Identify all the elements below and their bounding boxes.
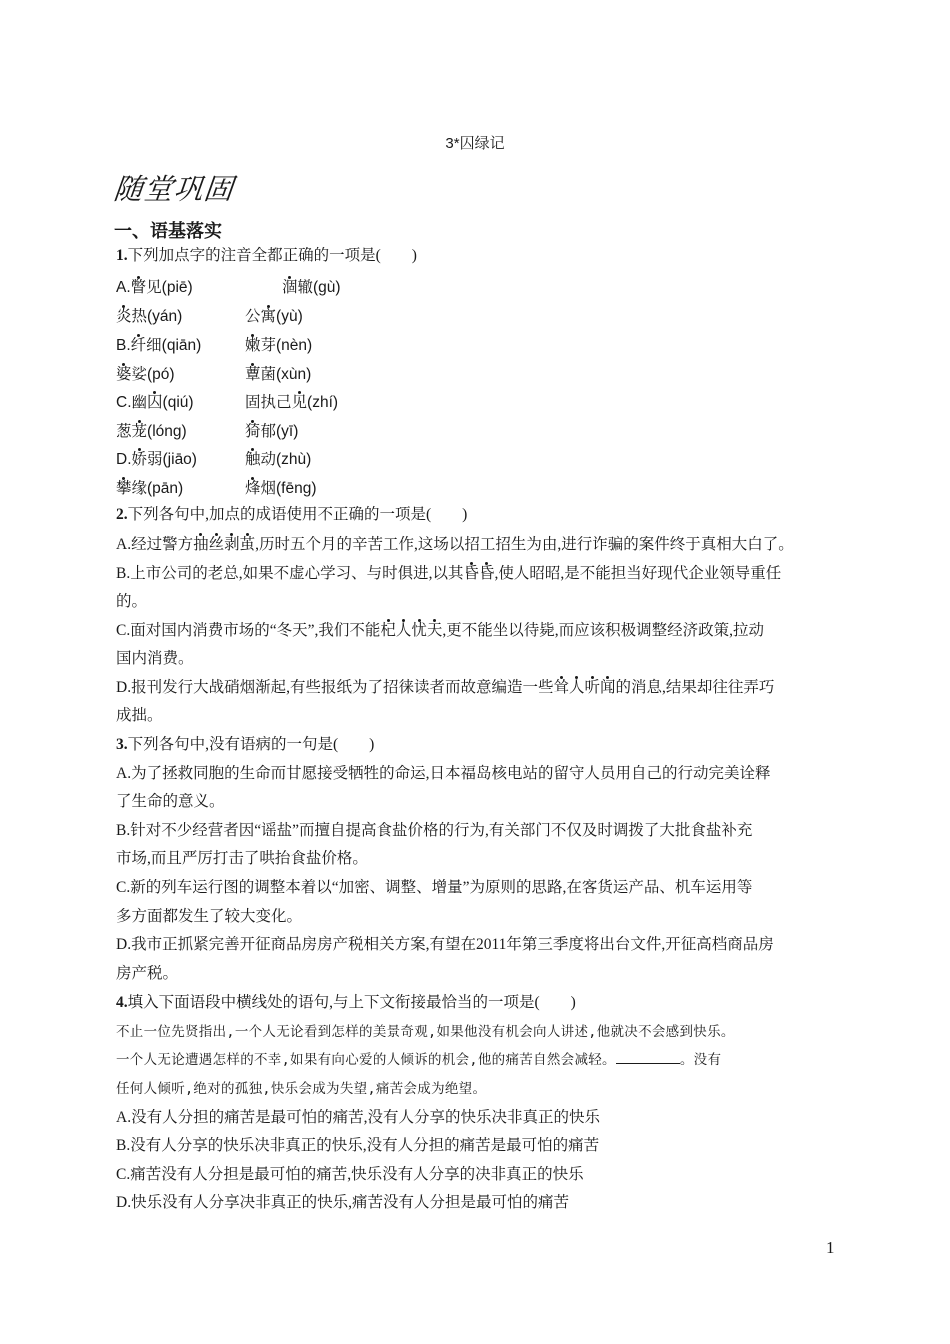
dotted-char: 触 (245, 451, 261, 468)
dotted-char: 炎 (116, 308, 132, 325)
question-1-option-row (116, 335, 313, 357)
option-right: 蕈菌(xùn) (245, 366, 312, 383)
dotted-char: 天 (426, 622, 443, 639)
option-right: 固执己见(zhí) (245, 394, 339, 411)
question-3-line: B.针对不少经营者因“谣盐”而擅自提高食盐价格的行为,有关部门不仅及时调拨了大批食盐补充 (116, 822, 753, 839)
question-3-stem (116, 734, 374, 756)
dotted-char: 囚 (147, 394, 163, 411)
option-right: 涸辙(gù) (282, 279, 341, 296)
question-number: 1. (116, 247, 128, 264)
question-4-option: B.没有人分享的快乐决非真正的快乐,没有人分担的痛苦是最可怕的痛苦 (116, 1137, 600, 1154)
option-left: 婆娑(pó) (116, 366, 175, 383)
dotted-char: 婆 (116, 366, 132, 383)
dotted-char: 攀 (116, 480, 132, 497)
option-text: B.上市公司的老总,如果不虚心学习、与时俱进,以其 (116, 565, 464, 582)
question-number: 4. (116, 994, 128, 1011)
dotted-char: 杞 (380, 622, 396, 639)
question-1-option-row (116, 449, 312, 471)
dotted-char: 抽 (193, 536, 209, 553)
question-1-option-row (116, 421, 299, 443)
question-number: 2. (116, 506, 128, 523)
dotted-char: 人 (395, 622, 412, 639)
option-text: ,更不能坐以待毙,而应该积极调整经济政策,拉动 (442, 622, 765, 639)
dotted-char: 耸 (553, 679, 569, 696)
option-left: 攀缘(pān) (116, 480, 184, 497)
dotted-char: 忧 (411, 622, 427, 639)
option-text: D.报刊发行大战硝烟渐起,有些报纸为了招徕读者而故意编造一些 (116, 679, 554, 696)
passage-line (116, 1049, 721, 1071)
dotted-idiom (553, 679, 615, 696)
document-title: 3*囚绿记 (445, 135, 505, 152)
question-number: 3. (116, 736, 128, 753)
option-left: A.瞥见(piē) (116, 279, 193, 296)
question-2-option-b-cont: 的。 (116, 593, 148, 610)
question-4-option: A.没有人分担的痛苦是最可怕的痛苦,没有人分享的快乐决非真正的快乐 (116, 1109, 600, 1126)
question-3-line: 房产税。 (116, 965, 179, 982)
dotted-char: 寓 (260, 308, 277, 325)
question-4-option: C.痛苦没有人分担是最可怕的痛苦,快乐没有人分享的决非真正的快乐 (116, 1166, 584, 1183)
dotted-char: 昏 (463, 565, 479, 582)
question-text: 下列各句中,加点的成语使用不正确的一项是( ) (127, 506, 468, 523)
option-text: 的消息,结果却往往弄巧 (615, 679, 775, 696)
question-2-option-a (116, 534, 794, 556)
option-left: C.幽囚(qiú) (116, 394, 194, 411)
question-text: 填入下面语段中横线处的语句,与上下文衔接最恰当的一项是( ) (127, 994, 576, 1011)
dotted-char: 猗 (245, 423, 261, 440)
option-text: A.经过警方 (116, 536, 194, 553)
dotted-char: 听 (584, 679, 600, 696)
question-1-option-row (116, 306, 303, 328)
question-text: 下列加点字的注音全都正确的一项是( ) (127, 247, 417, 264)
option-left: 葱茏(lóng) (116, 423, 187, 440)
option-text: ,历时五个月的辛苦工作,这场以招工招生为由,进行诈骗的案件终于真相大白了。 (255, 536, 794, 553)
dotted-char: 人 (568, 679, 585, 696)
dotted-char: 蕈 (245, 366, 261, 383)
dotted-char: 纤 (130, 337, 147, 354)
dotted-char: 茧 (239, 536, 256, 553)
question-text: 下列各句中,没有语病的一句是( ) (127, 736, 375, 753)
option-text: ,使人昭昭,是不能担当好现代企业领导重任 (494, 565, 782, 582)
section-heading: 随堂巩固 (112, 172, 236, 206)
dotted-idiom (193, 536, 255, 553)
option-right: 公寓(yù) (245, 308, 303, 325)
dotted-char: 瞥 (130, 279, 147, 296)
dotted-char: 闻 (600, 679, 616, 696)
option-left: D.娇弱(jiāo) (116, 451, 197, 468)
dotted-char: 昏 (478, 565, 495, 582)
option-right: 嫩芽(nèn) (245, 337, 313, 354)
dotted-char: 娇 (131, 451, 148, 468)
dotted-char: 见 (291, 394, 308, 411)
question-2-option-b (116, 563, 781, 585)
dotted-char: 剥 (224, 536, 240, 553)
question-1-option-row (116, 364, 312, 386)
question-3-line: D.我市正抓紧完善开征商品房房产税相关方案,有望在2011年第三季度将出台文件,开征高档商品房 (116, 936, 774, 953)
question-3-line: A.为了拯救同胞的生命而甘愿接受牺牲的命运,日本福岛核电站的留守人员用自己的行动完美诠释 (116, 765, 771, 782)
dotted-char: 茏 (131, 423, 148, 440)
question-3-line: 多方面都发生了较大变化。 (116, 908, 303, 925)
question-2-option-d-cont: 成拙。 (116, 707, 163, 724)
dotted-idiom (380, 622, 442, 639)
option-right: 烽烟(fēng) (245, 480, 317, 497)
passage-text: 一个人无论遭遇怎样的不幸,如果有向心爱的人倾诉的机会,他的痛苦自然会减轻。 (116, 1052, 616, 1068)
dotted-idiom (463, 565, 494, 582)
question-4-stem (116, 992, 576, 1014)
dotted-char: 涸 (282, 279, 298, 296)
dotted-char: 烽 (245, 480, 261, 497)
option-right: 猗郁(yī) (245, 423, 299, 440)
passage-line: 不止一位先贤指出,一个人无论看到怎样的美景奇观,如果他没有机会向人讲述,他就决不会感到快乐。 (116, 1024, 735, 1040)
question-1-option-row (116, 478, 317, 500)
question-3-line: 市场,而且严厉打击了哄抬食盐价格。 (116, 850, 368, 867)
option-left: 炎热(yán) (116, 308, 183, 325)
option-left: B.纤细(qiān) (116, 337, 202, 354)
answer-blank[interactable] (616, 1049, 680, 1064)
dotted-char: 嫩 (245, 337, 261, 354)
passage-line: 任何人倾听,绝对的孤独,快乐会成为失望,痛苦会成为绝望。 (116, 1081, 487, 1097)
question-4-option: D.快乐没有人分享决非真正的快乐,痛苦没有人分担是最可怕的痛苦 (116, 1194, 569, 1211)
question-1-option-row (116, 277, 341, 299)
question-1-option-row (116, 392, 339, 414)
option-text: C.面对国内消费市场的“冬天”,我们不能 (116, 622, 381, 639)
page-number: 1 (826, 1238, 835, 1257)
question-1-stem (116, 245, 417, 267)
question-2-option-d (116, 677, 774, 699)
question-2-stem (116, 504, 467, 526)
sub-heading: 一、语基落实 (114, 221, 222, 242)
question-3-line: C.新的列车运行图的调整本着以“加密、调整、增量”为原则的思路,在客货运产品、机车运用等 (116, 879, 753, 896)
passage-text: 。没有 (679, 1052, 722, 1068)
option-right: 触动(zhù) (245, 451, 312, 468)
question-2-option-c (116, 620, 764, 642)
dotted-char: 丝 (208, 536, 225, 553)
question-2-option-c-cont: 国内消费。 (116, 650, 194, 667)
question-3-line: 了生命的意义。 (116, 793, 225, 810)
